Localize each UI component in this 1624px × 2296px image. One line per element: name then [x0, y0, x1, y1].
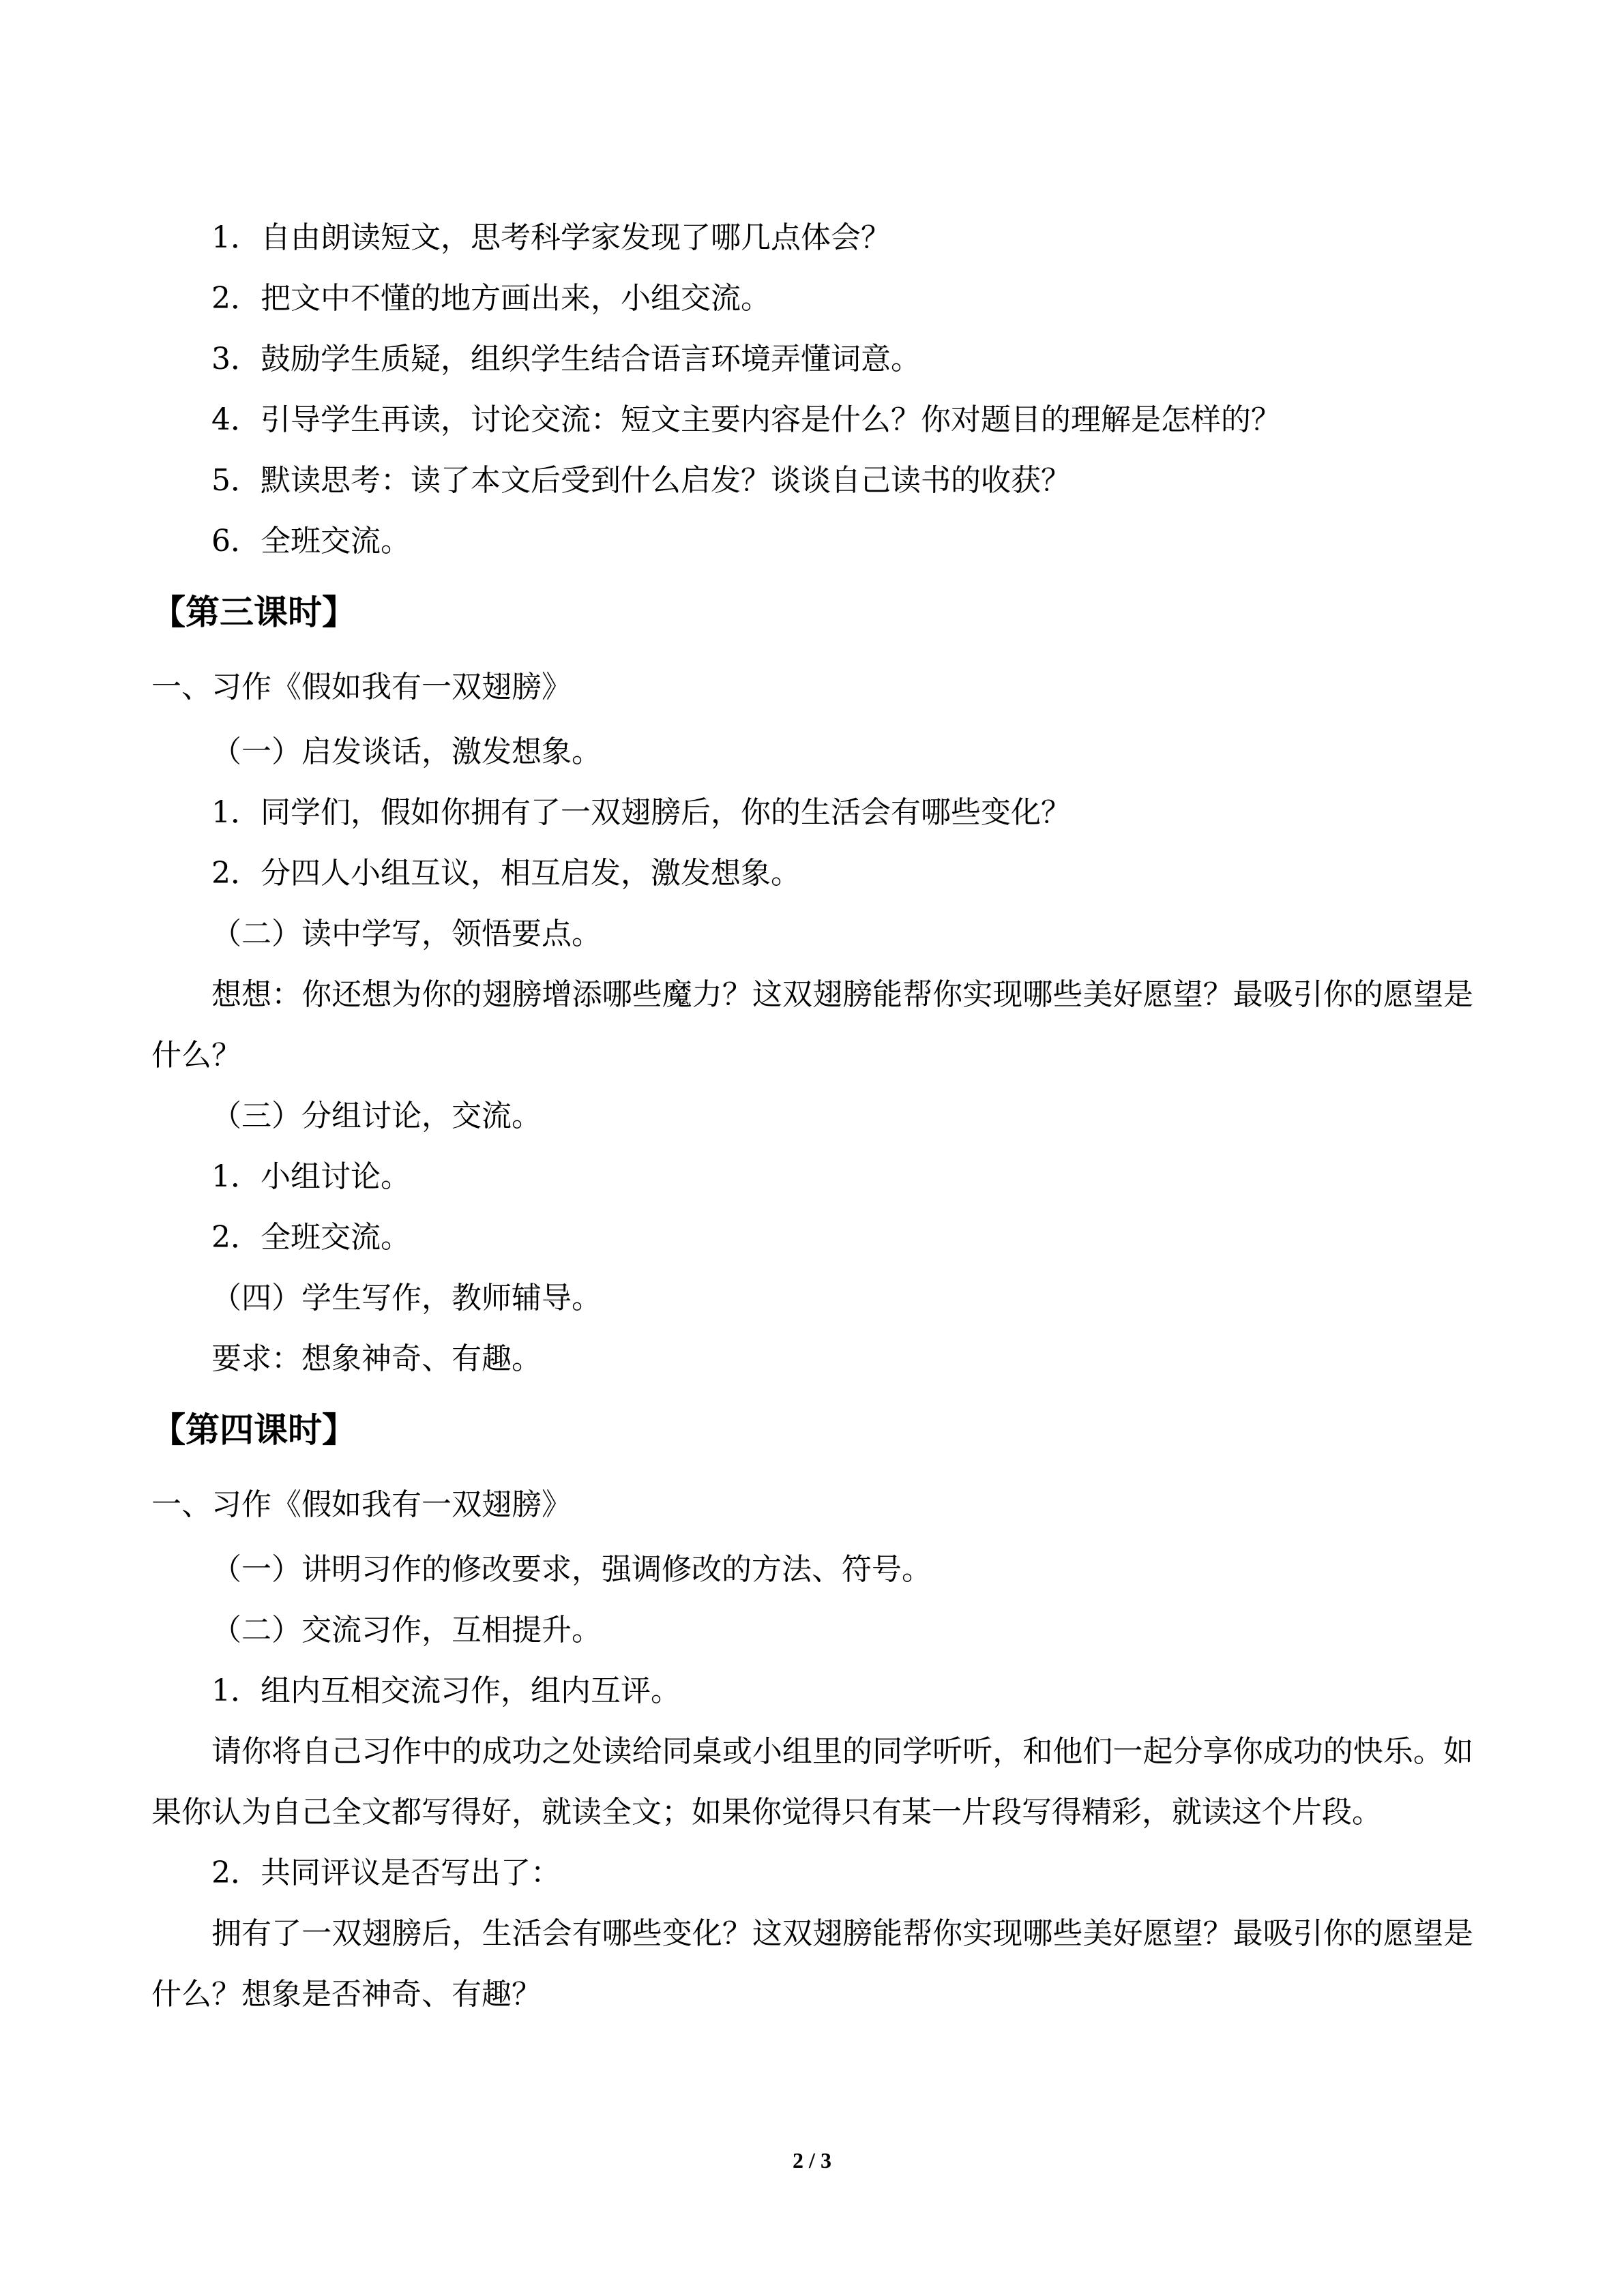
list-item: 1．组内互相交流习作，组内互评。	[211, 1673, 681, 1708]
list-item: 1．自由朗读短文，思考科学家发现了哪几点体会？	[211, 220, 891, 255]
list-item: 3．鼓励学生质疑，组织学生结合语言环境弄懂词意。	[211, 342, 921, 376]
document-body	[151, 207, 1473, 2025]
lesson3-heading: 【第三课时】	[151, 593, 356, 632]
lesson3-section-title: 一、习作《假如我有一双翅膀》	[151, 670, 572, 704]
page-number: 2 / 3	[793, 2148, 831, 2173]
lesson3-sub4: （四）学生写作，教师辅导。	[211, 1281, 602, 1315]
lesson4-section-title: 一、习作《假如我有一双翅膀》	[151, 1487, 572, 1522]
lesson4-sub2: （二）交流习作，互相提升。	[211, 1613, 602, 1648]
lesson3-sub3: （三）分组讨论，交流。	[211, 1099, 542, 1133]
lesson4-sub1: （一）讲明习作的修改要求，强调修改的方法、符号。	[211, 1552, 932, 1587]
list-item: 2．共同评议是否写出了：	[211, 1855, 561, 1890]
list-item: 5．默读思考：读了本文后受到什么启发？谈谈自己读书的收获？	[211, 463, 1071, 498]
lesson3-sub2-paragraph: 想想：你还想为你的翅膀增添哪些魔力？这双翅膀能帮你实现哪些美好愿望？最吸引你的愿望是什么？	[151, 977, 1473, 1073]
lesson3-sub1: （一）启发谈话，激发想象。	[211, 734, 602, 769]
lesson4-paragraph-2: 拥有了一双翅膀后，生活会有哪些变化？这双翅膀能帮你实现哪些美好愿望？最吸引你的愿望是什么？想象是否神奇、有趣？	[151, 1916, 1473, 2012]
lesson4-paragraph-1: 请你将自己习作中的成功之处读给同桌或小组里的同学听听，和他们一起分享你成功的快乐。如果你认为自己全文都写得好，就读全文；如果你觉得只有某一片段写得精彩，就读这个片段。	[151, 1734, 1473, 1830]
list-item: 1．同学们，假如你拥有了一双翅膀后，你的生活会有哪些变化？	[211, 795, 1071, 830]
list-item: 2．分四人小组互议，相互启发，激发想象。	[211, 856, 801, 891]
list-item: 1．小组讨论。	[211, 1159, 411, 1194]
lesson4-heading: 【第四课时】	[151, 1410, 356, 1450]
list-item: 2．全班交流。	[211, 1220, 411, 1255]
lesson3-sub2: （二）读中学写，领悟要点。	[211, 916, 602, 951]
list-item: 2．把文中不懂的地方画出来，小组交流。	[211, 281, 771, 316]
list-item: 4．引导学生再读，讨论交流：短文主要内容是什么？你对题目的理解是怎样的？	[211, 402, 1281, 437]
list-item: 6．全班交流。	[211, 524, 411, 558]
lesson3-requirement: 要求：想象神奇、有趣。	[211, 1341, 542, 1376]
